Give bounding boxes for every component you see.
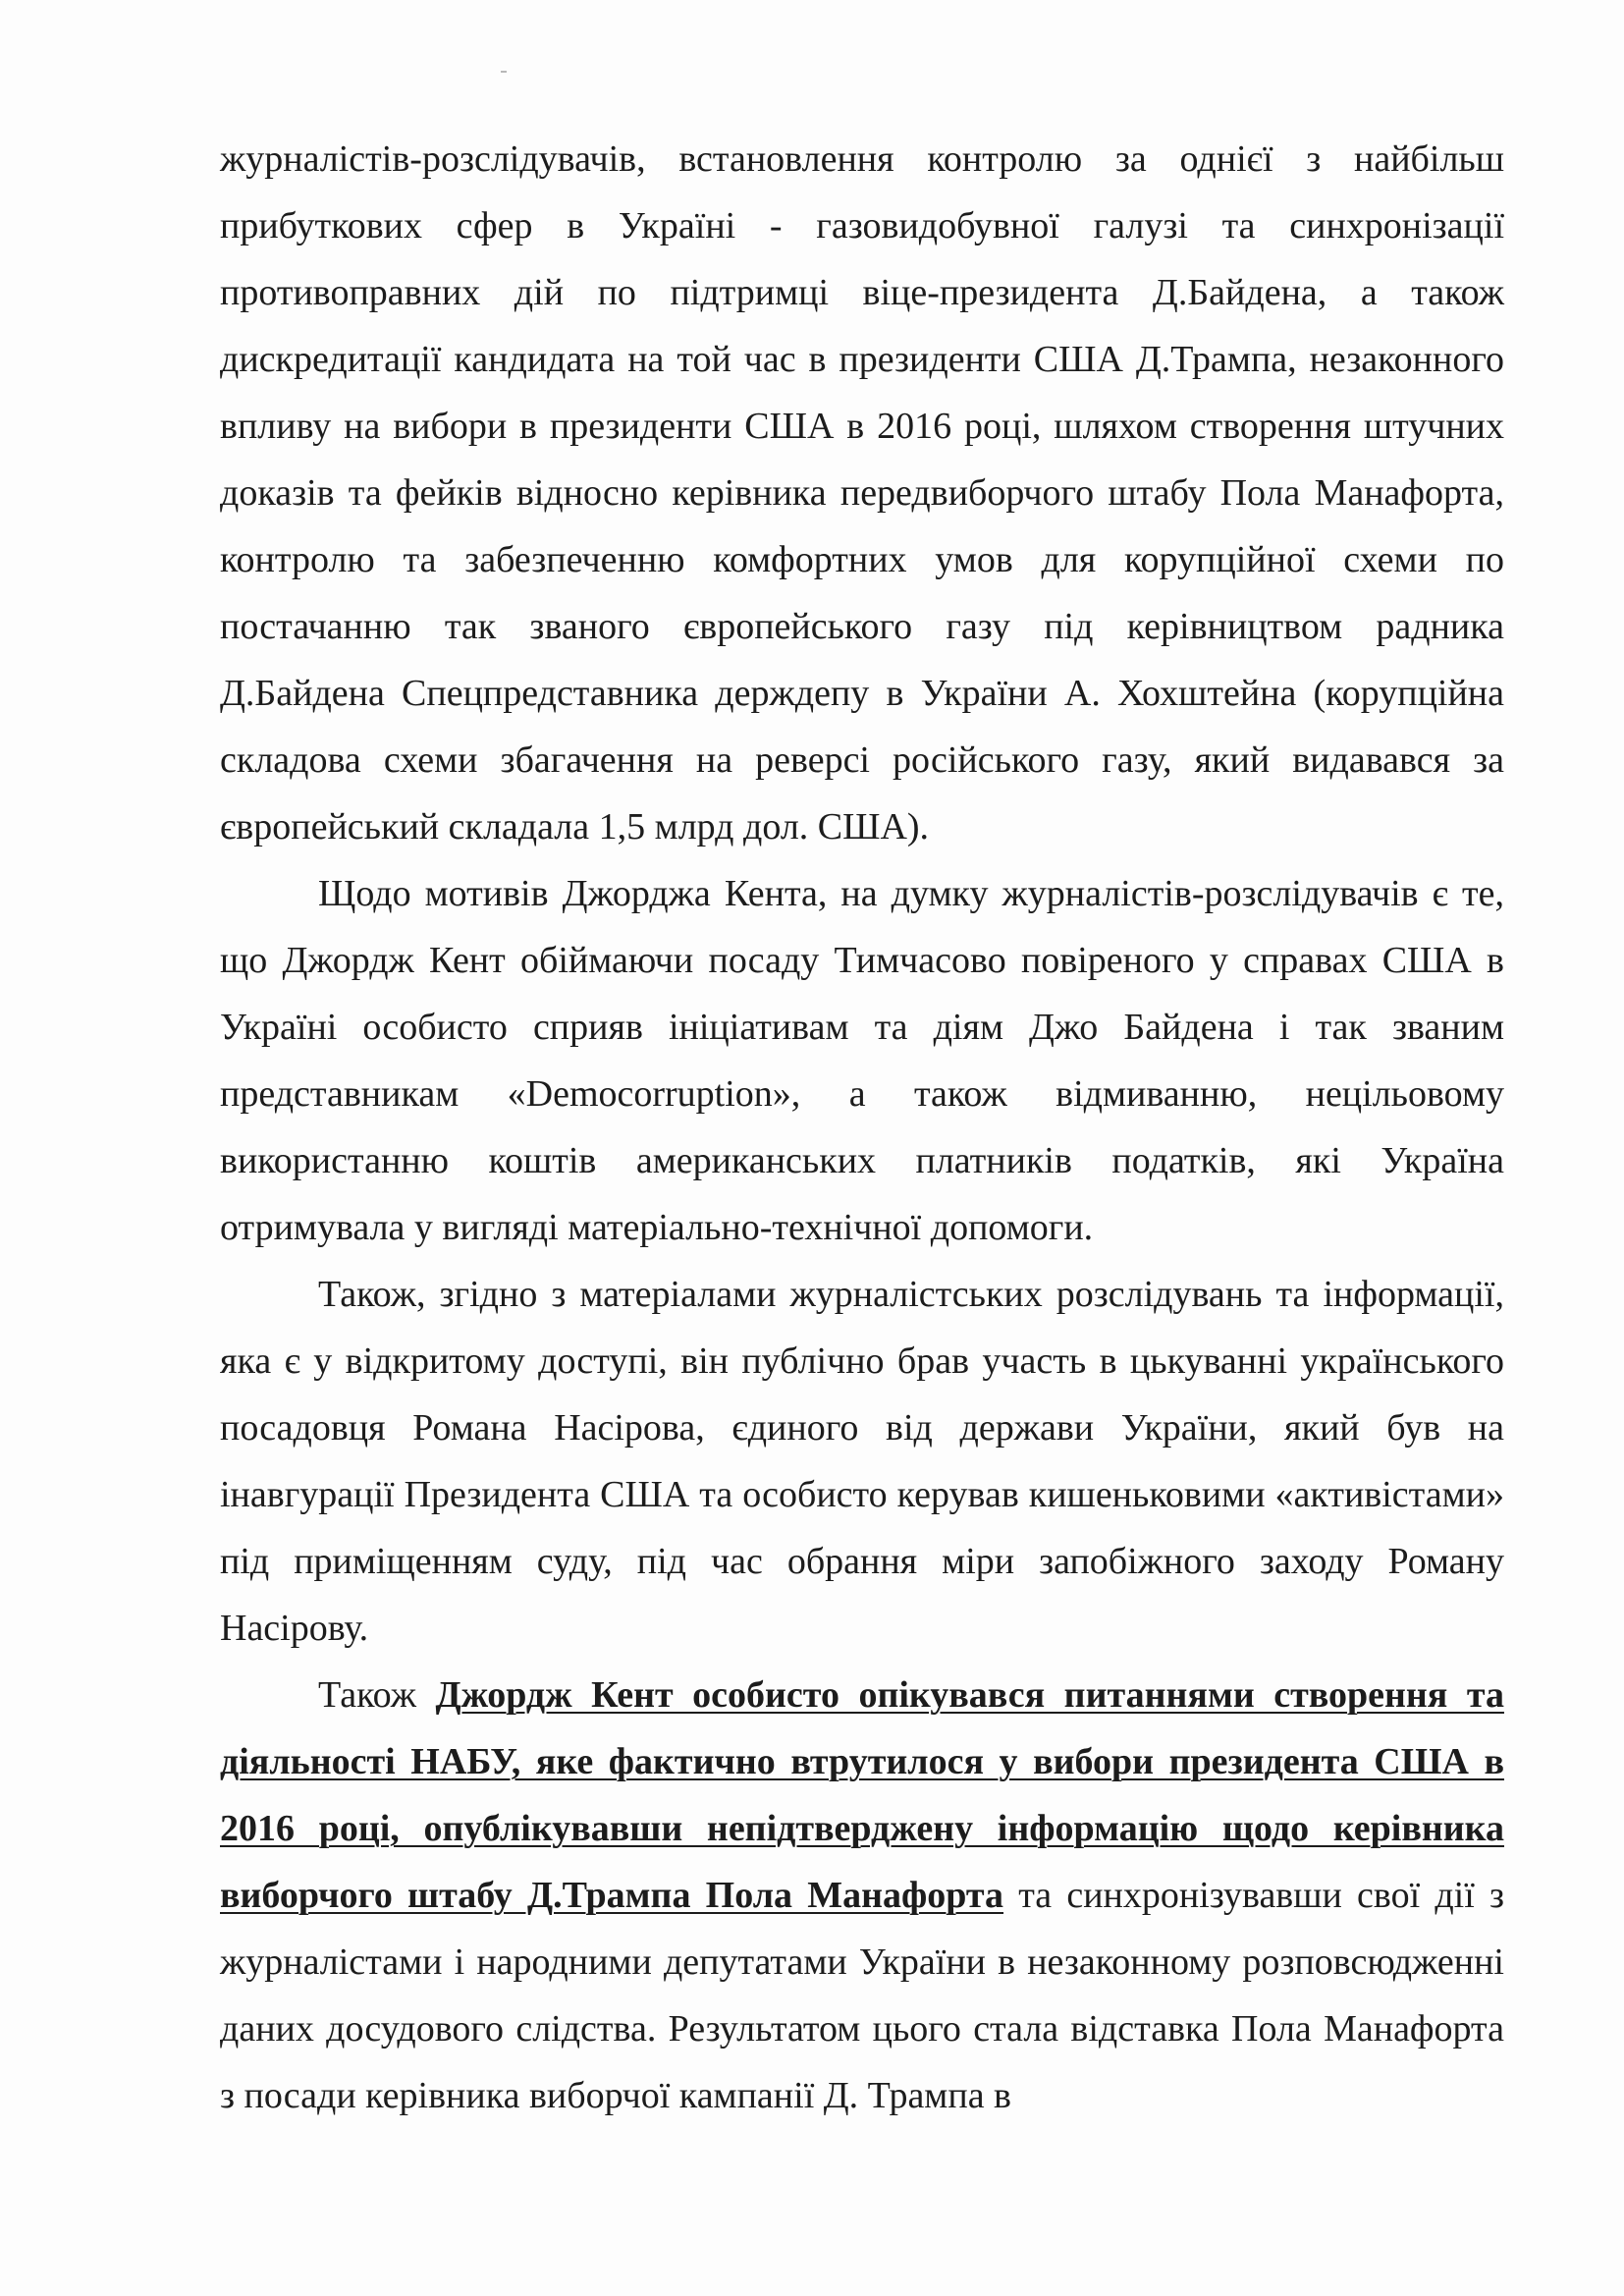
document-body (220, 126, 1504, 2129)
paragraph-4-lead: Також (318, 1674, 436, 1716)
paragraph-4-tail: та синхронізувавши свої дії з журналістами і народними депутатами України в незаконному розповсюдженні даних досудового слідства. Результатом цього стала відставка Пола Манафорта з посади керівника виборчої кампанії Д. Трампа в (220, 1875, 1504, 2116)
paragraph-1: журналістів-розслідувачів, встановлення контролю за однієї з найбільш прибуткових сфер в Україні - газовидобувної галузі та синхронізації противоправних дій по підтримці віце-президента Д.Байдена, а також дискредитації кандидата на той час в президенти США Д.Трампа, незаконного впливу на вибори в президенти США в 2016 році, шляхом створення штучних доказів та фейків відносно керівника передвиборчого штабу Пола Манафорта, контролю та забезпеченню комфортних умов для корупційної схеми по постачанню так званого європейського газу під керівництвом радника Д.Байдена Спецпредставника держдепу в України А. Хохштейна (корупційна складова схеми збагачення на реверсі російського газу, який видавався за європейський складала 1,5 млрд дол. США). (220, 138, 1504, 847)
paragraph-4-emphasis: Джордж Кент особисто опікувався питаннями створення та діяльності НАБУ, яке фактично втрутилося у вибори президента США в 2016 році, опублікувавши непідтверджену інформацію щодо керівника виборчого штабу Д.Трампа Пола Манафорта (220, 1674, 1504, 1916)
paragraph-4 (220, 1662, 1504, 2129)
paragraph-3: Також, згідно з матеріалами журналістських розслідувань та інформації, яка є у відкритому доступі, він публічно брав участь в цькуванні українського посадовця Романа Насірова, єдиного від держави України, який був на інавгурації Президента США та особисто керував кишеньковими «активістами» під приміщенням суду, під час обрання міри запобіжного заходу Роману Насірову. (220, 1274, 1504, 1649)
scan-speck (501, 71, 507, 73)
paragraph-2: Щодо мотивів Джорджа Кента, на думку журналістів-розслідувачів є те, що Джордж Кент обіймаючи посаду Тимчасово повіреного у справах США в Україні особисто сприяв ініціативам та діям Джо Байдена і так званим представникам «Democorruption», а також відмиванню, нецільовому використанню коштів американських платників податків, які Україна отримувала у вигляді матеріально-технічної допомоги. (220, 873, 1504, 1248)
